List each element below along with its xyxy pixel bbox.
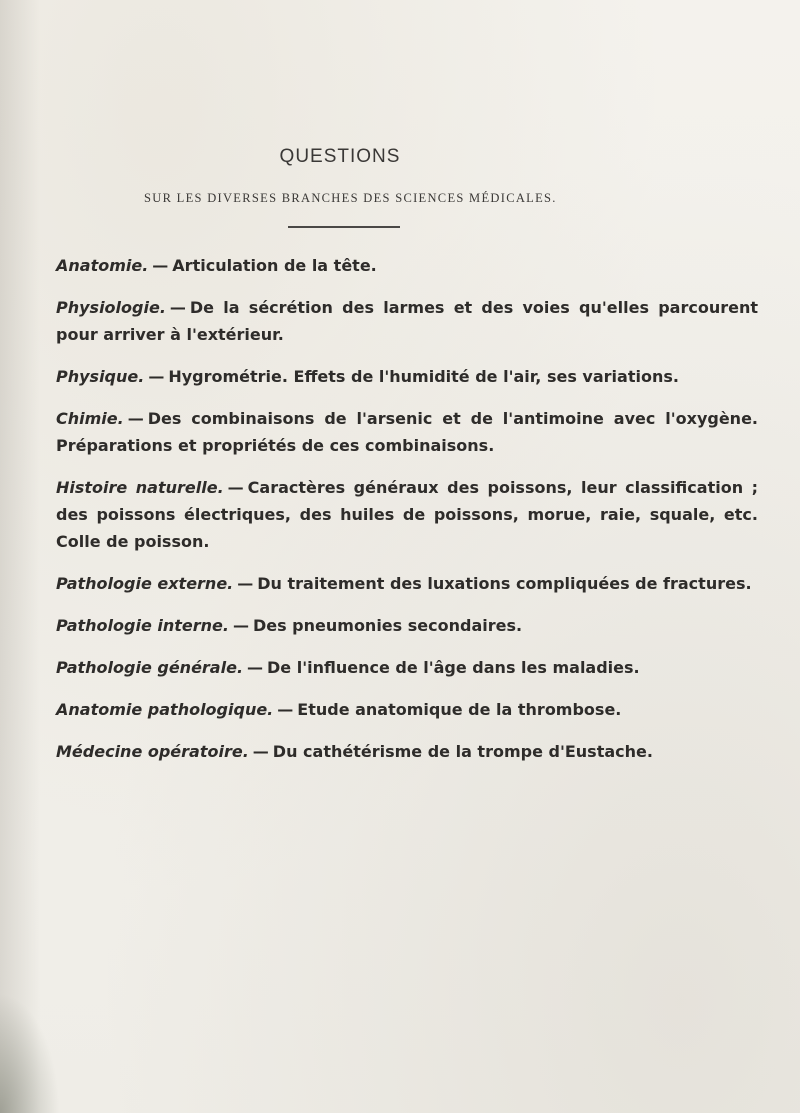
separator: — [127,409,144,428]
question-label: Pathologie générale. [56,658,244,677]
question-anatomie [56,252,758,279]
question-text: Du traitement des luxations compliquées de fractures. [257,574,752,593]
question-text: De l'influence de l'âge dans les maladies. [267,658,640,677]
question-label: Physique. [56,367,145,386]
separator: — [277,700,294,719]
question-label: Pathologie interne. [56,616,229,635]
question-text: Caractères généraux des poissons, leur classification ; des poissons électriques, des huiles de poissons, morue, raie, squale, etc. Colle de poisson. [56,478,759,551]
separator: — [247,658,264,677]
question-label: Pathologie externe. [56,574,234,593]
question-label: Chimie. [56,409,124,428]
separator: — [169,298,186,317]
question-histoire-naturelle [56,474,758,555]
question-label: Médecine opératoire. [56,742,249,761]
corner-stain [0,993,60,1113]
title-rule [288,226,400,228]
question-text: Etude anatomique de la thrombose. [297,700,622,719]
question-text: Des combinaisons de l'arsenic et de l'antimoine avec l'oxygène. Préparations et propriétés de ces combinaisons. [56,409,758,455]
question-text: Articulation de la tête. [172,256,377,275]
questions-list [56,252,758,780]
question-text: Du cathétérisme de la trompe d'Eustache. [272,742,653,761]
separator: — [252,742,269,761]
question-pathologie-generale [56,654,758,681]
question-text: De la sécrétion des larmes et des voies qu'elles parcourent pour arriver à l'extérieur. [56,298,758,344]
separator: — [227,478,244,497]
separator: — [148,367,165,386]
separator: — [152,256,169,275]
question-label: Histoire naturelle. [56,478,224,497]
question-chimie [56,405,758,459]
separator: — [232,616,249,635]
question-physiologie [56,294,758,348]
question-text: Des pneumonies secondaires. [252,616,523,635]
question-anatomie-pathologique [56,696,758,723]
question-label: Anatomie. [56,256,149,275]
question-label: Physiologie. [56,298,166,317]
question-pathologie-interne [56,612,758,639]
question-text: Hygrométrie. Effets de l'humidité de l'air, ses variations. [168,367,679,386]
question-physique [56,363,758,390]
question-medecine-operatoire [56,738,758,765]
question-pathologie-externe [56,570,758,597]
page-subtitle: SUR LES DIVERSES BRANCHES DES SCIENCES MÉDICALES. [144,191,557,205]
separator: — [237,574,254,593]
page-title: QUESTIONS [279,146,401,167]
question-label: Anatomie pathologique. [56,700,274,719]
